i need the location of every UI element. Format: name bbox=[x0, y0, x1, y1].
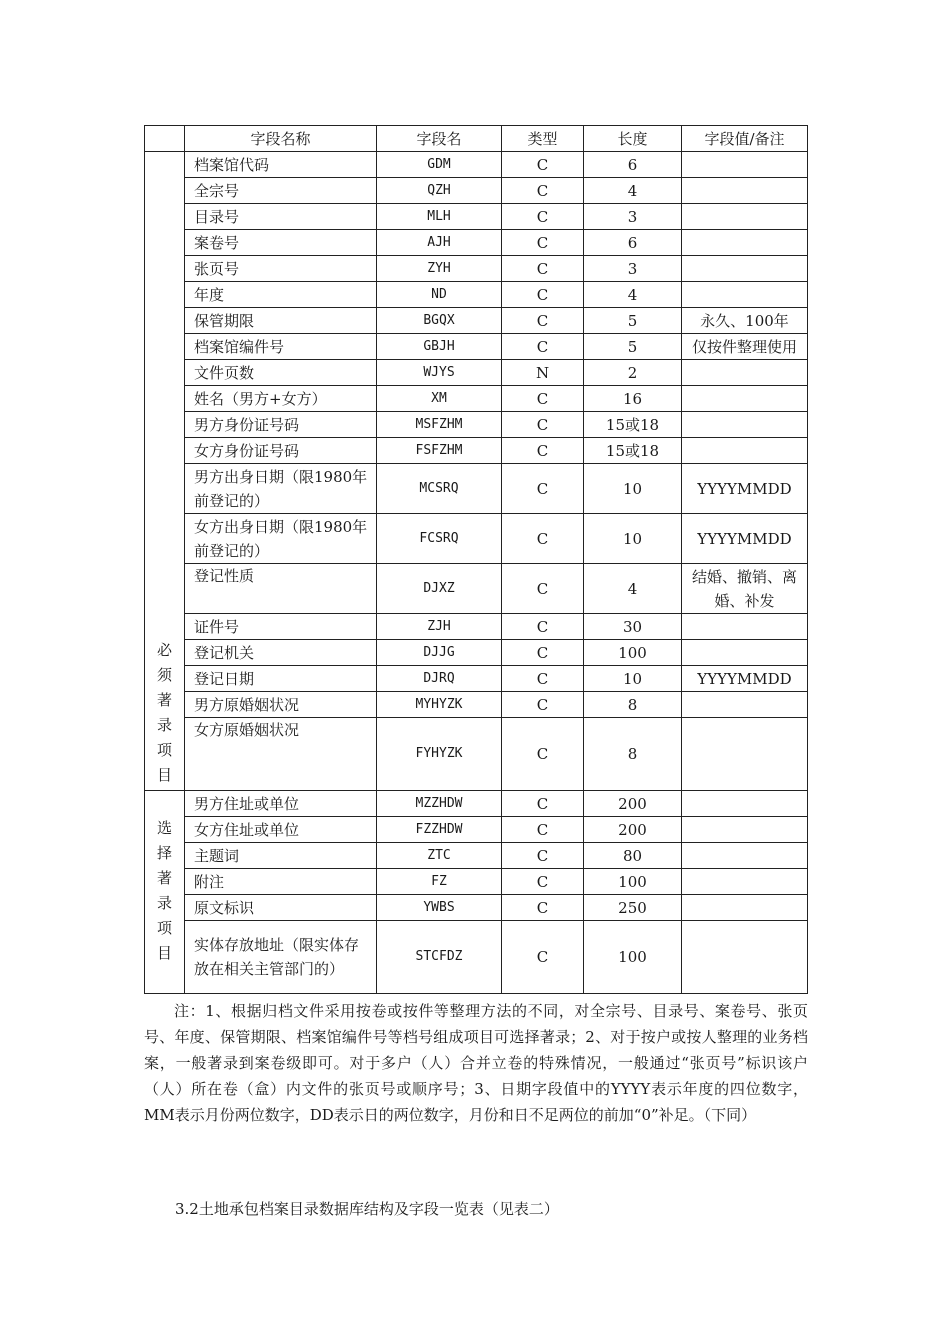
field-code-cell: WJYS bbox=[377, 360, 502, 386]
table-row bbox=[145, 666, 808, 692]
field-type-cell: C bbox=[502, 692, 584, 718]
field-type-cell: C bbox=[502, 230, 584, 256]
group-label-text: 必须著录项目 bbox=[156, 641, 172, 784]
field-length-cell: 4 bbox=[584, 282, 682, 308]
field-code-cell: STCFDZ bbox=[377, 921, 502, 994]
field-note-cell bbox=[682, 718, 808, 791]
table-row bbox=[145, 817, 808, 843]
field-type-cell: C bbox=[502, 869, 584, 895]
table-row bbox=[145, 438, 808, 464]
field-name-cell: 文件页数 bbox=[185, 360, 377, 386]
field-note-cell bbox=[682, 438, 808, 464]
field-note-cell bbox=[682, 895, 808, 921]
field-code-cell: DJXZ bbox=[377, 564, 502, 614]
section-heading: 3.2土地承包档案目录数据库结构及字段一览表（见表二） bbox=[175, 1200, 559, 1218]
field-length-cell: 15或18 bbox=[584, 412, 682, 438]
field-name-cell: 证件号 bbox=[185, 614, 377, 640]
field-note-cell bbox=[682, 386, 808, 412]
field-name-cell: 女方住址或单位 bbox=[185, 817, 377, 843]
field-length-cell: 8 bbox=[584, 718, 682, 791]
field-length-cell: 80 bbox=[584, 843, 682, 869]
field-type-cell: C bbox=[502, 256, 584, 282]
field-name-cell: 女方出身日期（限1980年前登记的） bbox=[185, 514, 377, 564]
field-code-cell: DJJG bbox=[377, 640, 502, 666]
field-length-cell: 6 bbox=[584, 230, 682, 256]
field-note-cell bbox=[682, 204, 808, 230]
table-row bbox=[145, 614, 808, 640]
table-row bbox=[145, 360, 808, 386]
field-code-cell: QZH bbox=[377, 178, 502, 204]
table-row bbox=[145, 921, 808, 994]
field-length-cell: 250 bbox=[584, 895, 682, 921]
field-code-cell: DJRQ bbox=[377, 666, 502, 692]
field-length-cell: 30 bbox=[584, 614, 682, 640]
table-row bbox=[145, 640, 808, 666]
field-type-cell: C bbox=[502, 386, 584, 412]
field-type-cell: C bbox=[502, 178, 584, 204]
table-row bbox=[145, 895, 808, 921]
field-length-cell: 8 bbox=[584, 692, 682, 718]
field-length-cell: 4 bbox=[584, 178, 682, 204]
field-note-cell bbox=[682, 230, 808, 256]
table-row bbox=[145, 256, 808, 282]
field-name-cell: 女方原婚姻状况 bbox=[185, 718, 377, 791]
field-code-cell: XM bbox=[377, 386, 502, 412]
field-type-cell: C bbox=[502, 564, 584, 614]
field-type-cell: N bbox=[502, 360, 584, 386]
group-label-optional bbox=[145, 791, 185, 994]
field-type-cell: C bbox=[502, 438, 584, 464]
table-body bbox=[145, 152, 808, 994]
field-name-cell: 年度 bbox=[185, 282, 377, 308]
field-note-cell bbox=[682, 640, 808, 666]
field-note-cell bbox=[682, 282, 808, 308]
field-code-cell: ZTC bbox=[377, 843, 502, 869]
table-header-row bbox=[145, 126, 808, 152]
field-type-cell: C bbox=[502, 817, 584, 843]
field-type-cell: C bbox=[502, 843, 584, 869]
table-row bbox=[145, 230, 808, 256]
field-name-cell: 目录号 bbox=[185, 204, 377, 230]
field-length-cell: 5 bbox=[584, 334, 682, 360]
field-code-cell: MCSRQ bbox=[377, 464, 502, 514]
table-row bbox=[145, 791, 808, 817]
field-name-cell: 档案馆代码 bbox=[185, 152, 377, 178]
field-code-cell: ND bbox=[377, 282, 502, 308]
field-name-cell: 男方住址或单位 bbox=[185, 791, 377, 817]
table-row bbox=[145, 386, 808, 412]
field-note-cell bbox=[682, 843, 808, 869]
field-name-cell: 档案馆编件号 bbox=[185, 334, 377, 360]
table-row bbox=[145, 692, 808, 718]
field-note-cell bbox=[682, 692, 808, 718]
field-length-cell: 15或18 bbox=[584, 438, 682, 464]
table-row bbox=[145, 412, 808, 438]
field-length-cell: 6 bbox=[584, 152, 682, 178]
field-type-cell: C bbox=[502, 334, 584, 360]
field-note-cell bbox=[682, 256, 808, 282]
table-row bbox=[145, 308, 808, 334]
field-code-cell: ZYH bbox=[377, 256, 502, 282]
table-row bbox=[145, 514, 808, 564]
field-length-cell: 5 bbox=[584, 308, 682, 334]
field-code-cell: FYHYZK bbox=[377, 718, 502, 791]
field-note-cell: 永久、100年 bbox=[682, 308, 808, 334]
field-code-cell: AJH bbox=[377, 230, 502, 256]
field-note-cell bbox=[682, 152, 808, 178]
field-length-cell: 10 bbox=[584, 514, 682, 564]
table-row bbox=[145, 843, 808, 869]
table-row bbox=[145, 334, 808, 360]
field-code-cell: GDM bbox=[377, 152, 502, 178]
field-type-cell: C bbox=[502, 282, 584, 308]
table-row bbox=[145, 282, 808, 308]
field-note-cell: YYYYMMDD bbox=[682, 464, 808, 514]
field-type-cell: C bbox=[502, 204, 584, 230]
header-field-name: 字段名称 bbox=[185, 126, 377, 152]
field-name-cell: 男方出身日期（限1980年前登记的） bbox=[185, 464, 377, 514]
field-name-cell: 女方身份证号码 bbox=[185, 438, 377, 464]
field-length-cell: 3 bbox=[584, 204, 682, 230]
field-length-cell: 10 bbox=[584, 666, 682, 692]
field-code-cell: ZJH bbox=[377, 614, 502, 640]
field-note-cell bbox=[682, 817, 808, 843]
field-note-cell bbox=[682, 869, 808, 895]
field-type-cell: C bbox=[502, 514, 584, 564]
field-name-cell: 案卷号 bbox=[185, 230, 377, 256]
field-name-cell: 男方身份证号码 bbox=[185, 412, 377, 438]
field-length-cell: 3 bbox=[584, 256, 682, 282]
table-row bbox=[145, 869, 808, 895]
field-length-cell: 10 bbox=[584, 464, 682, 514]
field-note-cell bbox=[682, 614, 808, 640]
field-code-cell: BGQX bbox=[377, 308, 502, 334]
header-note: 字段值/备注 bbox=[682, 126, 808, 152]
field-length-cell: 16 bbox=[584, 386, 682, 412]
field-code-cell: MLH bbox=[377, 204, 502, 230]
table-row bbox=[145, 718, 808, 791]
table-row bbox=[145, 152, 808, 178]
field-type-cell: C bbox=[502, 666, 584, 692]
field-name-cell: 姓名（男方+女方） bbox=[185, 386, 377, 412]
field-length-cell: 100 bbox=[584, 640, 682, 666]
field-length-cell: 200 bbox=[584, 817, 682, 843]
field-code-cell: MYHYZK bbox=[377, 692, 502, 718]
header-field-code: 字段名 bbox=[377, 126, 502, 152]
field-table bbox=[144, 125, 808, 994]
field-name-cell: 原文标识 bbox=[185, 895, 377, 921]
field-type-cell: C bbox=[502, 640, 584, 666]
field-name-cell: 登记机关 bbox=[185, 640, 377, 666]
field-code-cell: MSFZHM bbox=[377, 412, 502, 438]
field-note-cell: YYYYMMDD bbox=[682, 666, 808, 692]
field-code-cell: MZZHDW bbox=[377, 791, 502, 817]
field-name-cell: 登记性质 bbox=[185, 564, 377, 614]
field-length-cell: 100 bbox=[584, 921, 682, 994]
field-note-cell: 仅按件整理使用 bbox=[682, 334, 808, 360]
field-type-cell: C bbox=[502, 464, 584, 514]
field-type-cell: C bbox=[502, 152, 584, 178]
table-row bbox=[145, 464, 808, 514]
field-name-cell: 张页号 bbox=[185, 256, 377, 282]
field-code-cell: GBJH bbox=[377, 334, 502, 360]
header-group bbox=[145, 126, 185, 152]
header-length: 长度 bbox=[584, 126, 682, 152]
field-name-cell: 保管期限 bbox=[185, 308, 377, 334]
field-type-cell: C bbox=[502, 791, 584, 817]
field-note-cell bbox=[682, 360, 808, 386]
field-note-cell: 结婚、撤销、离婚、补发 bbox=[682, 564, 808, 614]
field-type-cell: C bbox=[502, 718, 584, 791]
field-note-cell bbox=[682, 412, 808, 438]
field-name-cell: 主题词 bbox=[185, 843, 377, 869]
field-code-cell: FSFZHM bbox=[377, 438, 502, 464]
field-code-cell: YWBS bbox=[377, 895, 502, 921]
field-code-cell: FZ bbox=[377, 869, 502, 895]
field-code-cell: FCSRQ bbox=[377, 514, 502, 564]
field-type-cell: C bbox=[502, 895, 584, 921]
field-type-cell: C bbox=[502, 921, 584, 994]
field-length-cell: 2 bbox=[584, 360, 682, 386]
field-length-cell: 100 bbox=[584, 869, 682, 895]
table-footnote: 注：1、根据归档文件采用按卷或按件等整理方法的不同，对全宗号、目录号、案卷号、张页号、年度、保管期限、档案馆编件号等档号组成项目可选择著录；2、对于按户或按人整理的业务档案，一般著录到案卷级即可。对于多户（人）合并立卷的特殊情况，一般通过“张页号”标识该户（人）所在卷（盒）内文件的张页号或顺序号；3、日期字段值中的YYYY表示年度的四位数字，MM表示月份两位数字，DD表示日的两位数字，月份和日不足两位的前加“0”补足。（下同） bbox=[144, 1002, 808, 1124]
table-row bbox=[145, 564, 808, 614]
table-row bbox=[145, 204, 808, 230]
field-type-cell: C bbox=[502, 308, 584, 334]
field-type-cell: C bbox=[502, 614, 584, 640]
field-note-cell bbox=[682, 921, 808, 994]
field-code-cell: FZZHDW bbox=[377, 817, 502, 843]
table-row bbox=[145, 178, 808, 204]
field-name-cell: 男方原婚姻状况 bbox=[185, 692, 377, 718]
group-label-text: 选择著录项目 bbox=[156, 819, 172, 962]
field-length-cell: 200 bbox=[584, 791, 682, 817]
field-note-cell: YYYYMMDD bbox=[682, 514, 808, 564]
field-type-cell: C bbox=[502, 412, 584, 438]
group-label-required bbox=[145, 152, 185, 791]
field-note-cell bbox=[682, 178, 808, 204]
field-length-cell: 4 bbox=[584, 564, 682, 614]
field-name-cell: 全宗号 bbox=[185, 178, 377, 204]
header-type: 类型 bbox=[502, 126, 584, 152]
field-name-cell: 实体存放地址（限实体存放在相关主管部门的） bbox=[185, 921, 377, 994]
field-note-cell bbox=[682, 791, 808, 817]
field-name-cell: 登记日期 bbox=[185, 666, 377, 692]
field-name-cell: 附注 bbox=[185, 869, 377, 895]
